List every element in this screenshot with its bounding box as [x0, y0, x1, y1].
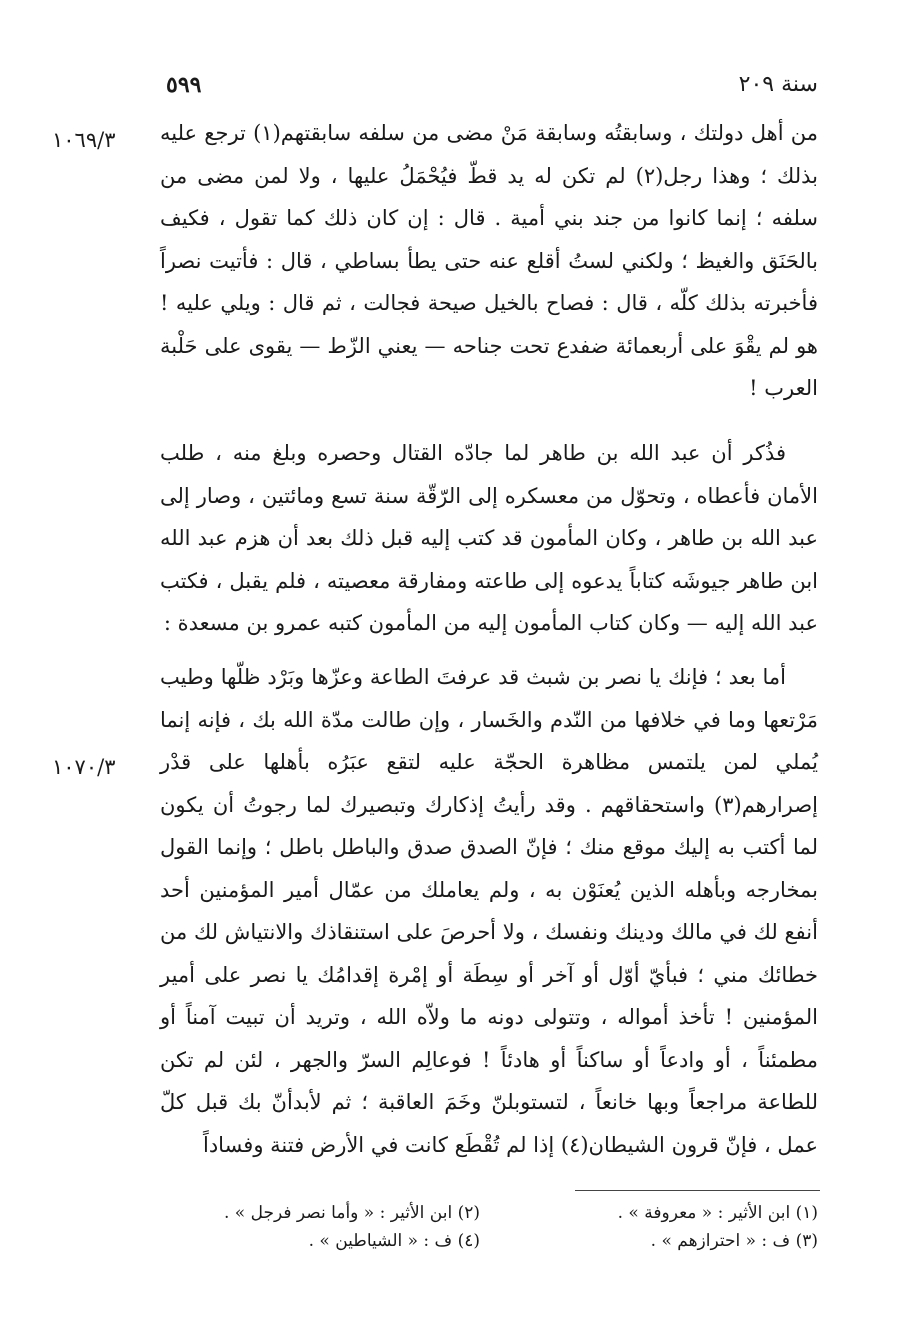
footnote: (٣) ف : « احترازهم » . [650, 1231, 818, 1251]
paragraph-text: فذُكر أن عبد الله بن طاهر لما جادّه القتال وحصره وبلغ منه ، طلب الأمان فأعطاه ، وتحوّل من معسكره إلى الرّقّة سنة تسع ومائتين ، وصار إلى عبد الله بن طاهر ، وكان المأمون قد كتب إليه قبل ذلك بعد أن هزم عبد الله ابن طاهر جيوشَه كتاباً يدعوه إلى طاعته ومفارقة معصيته ، فلم يقبل ، فكتب عبد الله إليه — وكان كتاب المأمون إليه من المأمون كتبه عمرو بن مسعدة : [160, 441, 818, 635]
paragraph-text: من أهل دولتك ، وسابقتُه وسابقة مَنْ مضى من سلفه سابقتهم(١) ترجع عليه بذلك ؛ وهذا رجل(٢) لم تكن له يد قطّ فيُحْمَلُ عليها ، ولا لمن مضى من سلفه ؛ إنما كانوا من جند بني أمية . قال : إن كان ذلك كما تقول ، فكيف بالحَنَق والغيظ ؛ ولكني لستُ أقلع عنه حتى يطأ بساطي ، قال : فأتيت نصراً فأخبرته بذلك كلّه ، قال : فصاح بالخيل صيحة فجالت ، ثم قال : ويلي عليه ! هو لم يقْوَ على أربعمائة ضفدع تحت جناحه — يعني الزّط — يقوى على حَلْبة العرب ! [160, 121, 819, 400]
footnote: (٢) ابن الأثير : « وأما نصر فرجل » . [224, 1203, 480, 1223]
footnote: (٤) ف : « الشياطين » . [308, 1231, 480, 1251]
paragraph-text: أما بعد ؛ فإنك يا نصر بن شبث قد عرفتَ الطاعة وعزّها وبَرْد ظلّها وطيب مَرْتعها وما في خلافها من النّدم والخَسار ، وإن طالت مدّة الله بك ، فإنه إنما يُملي لمن يلتمس مظاهرة الحجّة عليه لتقع عبَرُه بأهلها على قدْر إصرارهم(٣) واستحقاقهم . وقد رأيتُ إذكارك وتبصيرك لما رجوتُ أن يكون لما أكتب به إليك موقع منك ؛ فإنّ الصدق صدق والباطل باطل ؛ وإنما القول بمخارجه وبأهله الذين يُعنَوْن به ، ولم يعاملك من عمّال أمير المؤمنين أحد أنفع لك في مالك ودينك ونفسك ، ولا أحرصَ على استنقاذك والانتياش لك من خطائك مني ؛ فبأيّ أوّل أو آخر أو سِطَة أو إمْرة إقدامُك يا نصر على أمير المؤمنين ! تأخذ أمواله ، وتتولى دونه ما ولاّه الله ، وتريد أن تبيت آمناً أو مطمئناً ، أو وادعاً أو ساكناً أو هادئاً ! فوعالِم السرّ والجهر ، لئن لم تكن للطاعة مراجعاً وبها خانعاً ، لتستوبلنّ وخَمَ العاقبة ؛ ثم لأبدأنّ بك قبل كلّ عمل ، فإنّ قرون الشيطان(٤) إذا لم تُقْطَع كانت في الأرض فتنة وفساداً [160, 665, 818, 1157]
margin-reference: ١٠٧٠/٣ [52, 755, 116, 779]
paragraph [160, 656, 818, 1166]
footnote-divider [575, 1190, 820, 1191]
paragraph [160, 112, 818, 410]
page-number: ٥٩٩ [166, 72, 202, 98]
footnote: (١) ابن الأثير : « معروفة » . [617, 1203, 818, 1223]
margin-reference: ١٠٦٩/٣ [52, 128, 116, 152]
running-header-year: سنة ٢٠٩ [738, 72, 818, 97]
paragraph [160, 432, 818, 645]
